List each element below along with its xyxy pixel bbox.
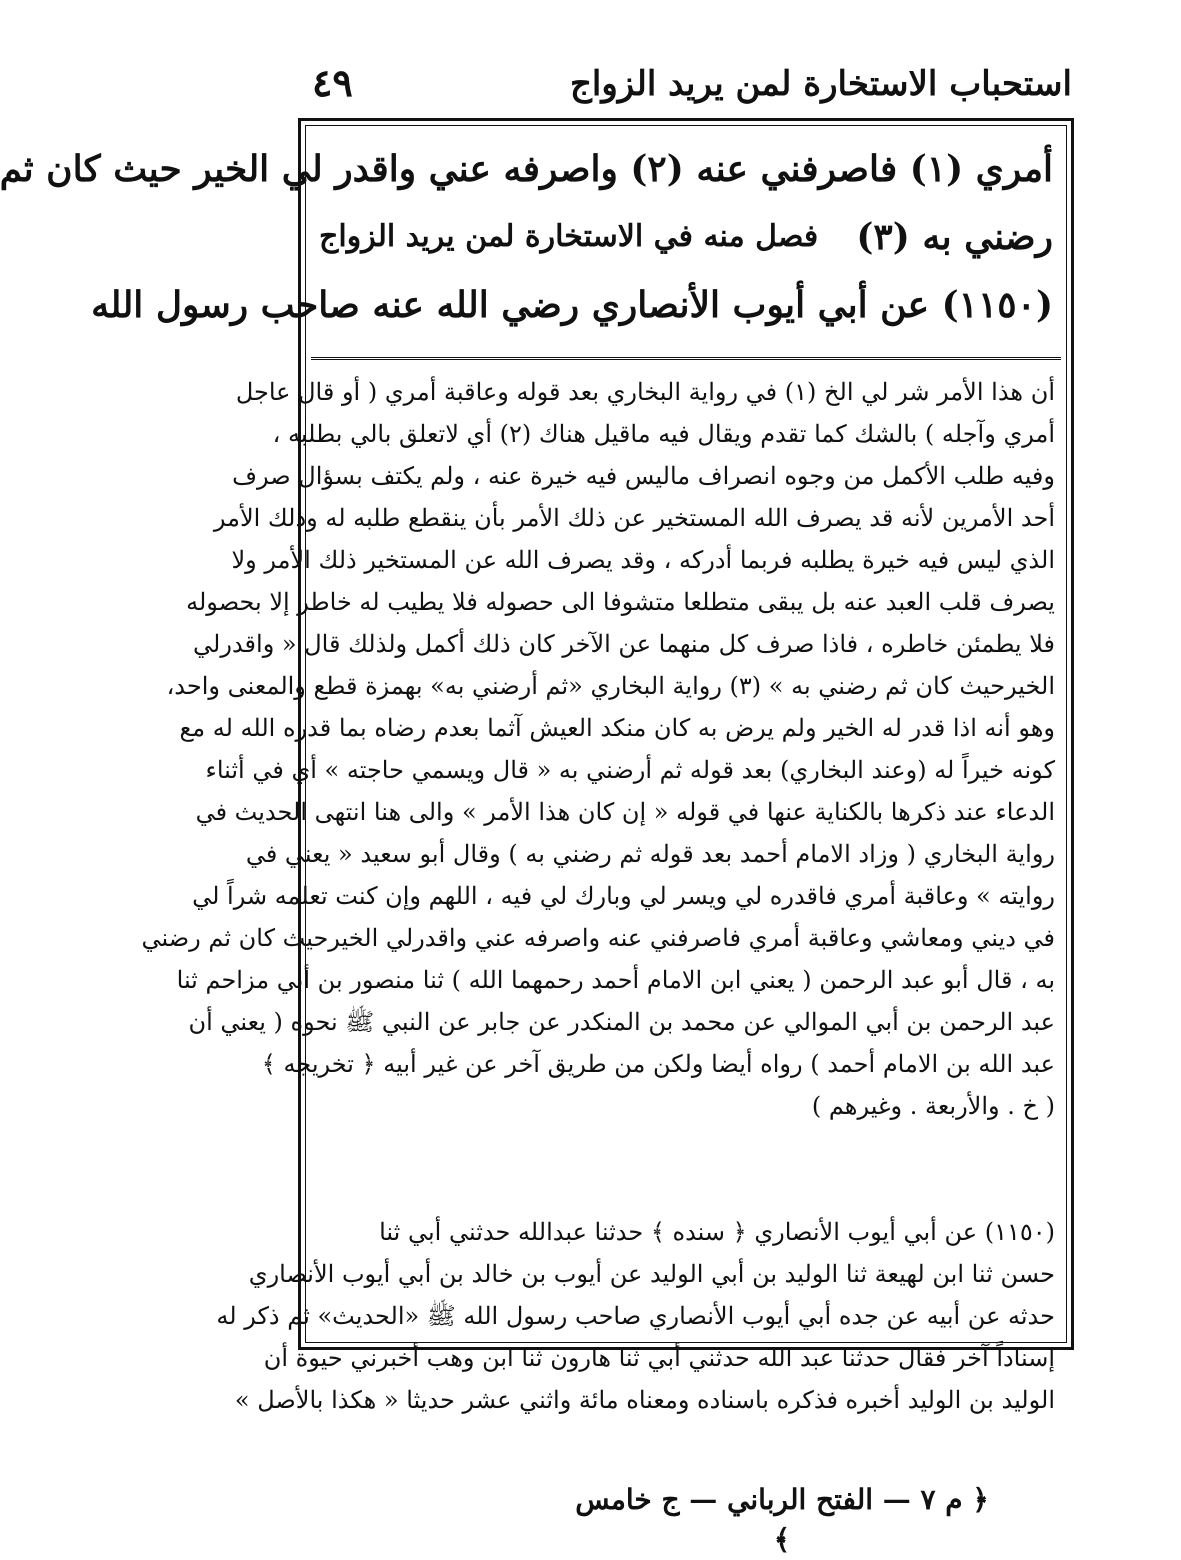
text-frame bbox=[0, 118, 1074, 1414]
commentary-line: به ، قال أبو عبد الرحمن ( يعني ابن الامام أحمد رحمهما الله ) ثنا منصور بن أبي مزاحم ثنا bbox=[176, 966, 1055, 994]
isnad-line: حسن ثنا ابن لهيعة ثنا الوليد بن أبي الوليد عن أيوب بن خالد بن أبي أيوب الأنصاري bbox=[248, 1260, 1055, 1288]
hadith-text bbox=[0, 135, 1053, 350]
matn-line: (١١٥٠) عن أبي أيوب الأنصاري رضي الله عنه صاحب رسول الله bbox=[91, 284, 1053, 326]
commentary-line: الخيرحيث كان ثم رضني به » (٣) رواية البخاري «ثم أرضني به» بهمزة قطع والمعنى واحد، bbox=[166, 672, 1055, 700]
page-footer: ﴿ م ٧ — الفتح الرباني — ج خامس ﴾ bbox=[575, 1483, 989, 1556]
commentary-line: يصرف قلب العبد عنه بل يبقى متطلعا متشوفا الى حصوله فلا يطيب له خاطر إلا بحصوله bbox=[186, 588, 1055, 616]
matn-line-with-chapter bbox=[319, 203, 1053, 271]
commentary-line: عبد الرحمن بن أبي الموالي عن محمد بن المنكدر عن جابر عن النبي ﷺ نحوه ( يعني أن bbox=[188, 1008, 1055, 1036]
section-divider bbox=[311, 357, 1061, 364]
commentary bbox=[141, 371, 1055, 1127]
commentary-line: روايته » وعاقبة أمري فاقدره لي ويسر لي وبارك لي فيه ، اللهم وإن كنت تعلمه شراً لي bbox=[192, 882, 1055, 910]
commentary-line: وفيه طلب الأكمل من وجوه انصراف ماليس فيه خيرة عنه ، ولم يكتف بسؤال صرف bbox=[232, 462, 1055, 490]
commentary-line: وهو أنه اذا قدر له الخير ولم يرض به كان منكد العيش آثما بعدم رضاه بما قدره الله له مع bbox=[179, 714, 1055, 742]
commentary-line: عبد الله بن الامام أحمد ) رواه أيضا ولكن من طريق آخر عن غير أبيه ﴿ تخريجه ﴾ bbox=[261, 1050, 1055, 1078]
isnad-line: الوليد بن الوليد أخبره فذكره باسناده ومعناه مائة واثني عشر حديثا « هكذا بالأصل » bbox=[234, 1386, 1055, 1414]
matn-line: أمري (١) فاصرفني عنه (٢) واصرفه عني واقدر لي الخير حيث كان ثم bbox=[0, 148, 1053, 190]
isnad-line: حدثه عن أبيه عن جده أبي أيوب الأنصاري صاحب رسول الله ﷺ «الحديث» ثم ذكر له bbox=[216, 1302, 1055, 1330]
commentary-line: في ديني ومعاشي وعاقبة أمري فاصرفني عنه واصرفه عني واقدرلي الخيرحيث كان ثم رضني bbox=[141, 924, 1055, 952]
commentary-line: ( خ . والأربعة . وغيرهم ) bbox=[811, 1092, 1055, 1120]
commentary-line: رواية البخاري ( وزاد الامام أحمد بعد قوله ثم رضني به ) وقال أبو سعيد « يعني في bbox=[245, 840, 1055, 868]
commentary-line: أحد الأمرين لأنه قد يصرف الله المستخير عن ذلك الأمر بأن ينقطع طلبه له وذلك الأمر bbox=[213, 504, 1055, 532]
commentary-line: أمري وآجله ) بالشك كما تقدم ويقال فيه ماقيل هناك (٢) أي لاتعلق بالي بطلبه ، bbox=[272, 420, 1055, 448]
page-number: ٤٩ bbox=[312, 60, 353, 105]
commentary-line: فلا يطمئن خاطره ، فاذا صرف كل منهما عن الآخر كان ذلك أكمل ولذلك قال « واقدرلي bbox=[193, 630, 1055, 658]
matn-fragment: رضني به (٣) bbox=[856, 216, 1053, 258]
page-header bbox=[292, 56, 1072, 116]
isnad-line: إسناداً آخر فقال حدثنا عبد الله حدثني أبي ثنا هارون ثنا ابن وهب أخبرني حيوة أن bbox=[263, 1344, 1055, 1372]
commentary-line: أن هذا الأمر شر لي الخ (١) في رواية البخاري بعد قوله وعاقبة أمري ( أو قال عاجل bbox=[235, 378, 1055, 406]
commentary-line: كونه خيراً له (وعند البخاري) بعد قوله ثم أرضني به « قال ويسمي حاجته » أي في أثناء bbox=[205, 756, 1055, 784]
commentary-line: الذي ليس فيه خيرة يطلبه فربما أدركه ، وقد يصرف الله عن المستخير ذلك الأمر ولا bbox=[231, 546, 1055, 574]
isnad-line: (١١٥٠) عن أبي أيوب الأنصاري ﴿ سنده ﴾ حدثنا عبدالله حدثني أبي ثنا bbox=[379, 1218, 1055, 1246]
chapter-heading: فصل منه في الاستخارة لمن يريد الزواج bbox=[319, 219, 819, 254]
isnad-section bbox=[216, 1211, 1055, 1421]
commentary-line: الدعاء عند ذكرها بالكناية عنها في قوله « إن كان هذا الأمر » والى هنا انتهى الحديث في bbox=[195, 798, 1055, 826]
running-title: استحباب الاستخارة لمن يريد الزواج bbox=[569, 64, 1072, 104]
